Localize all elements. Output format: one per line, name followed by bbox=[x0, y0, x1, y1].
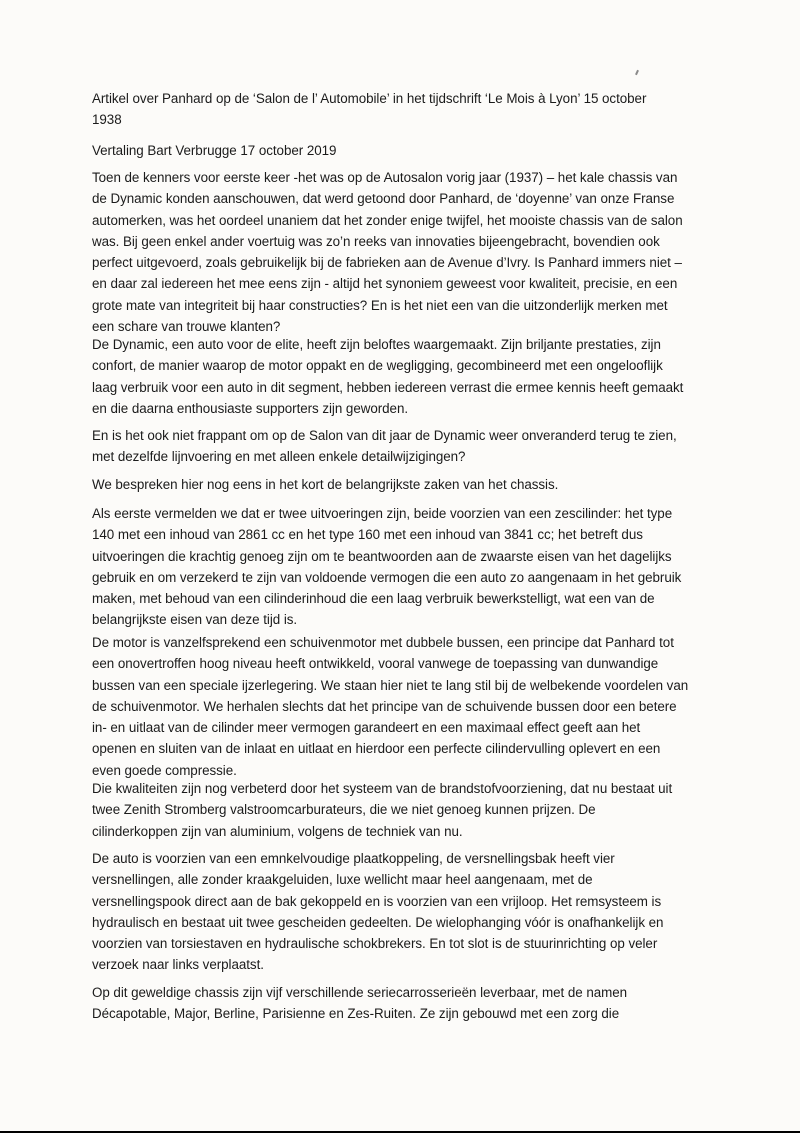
text-line: De Dynamic, een auto voor de elite, heeft zijn beloftes waargemaakt. Zijn briljante prestaties, zijn bbox=[92, 337, 661, 352]
text-line: uitvoeringen die krachtig genoeg zijn om te beantwoorden aan de zwaarste eisen van het dagelijks bbox=[92, 548, 672, 564]
text-line: even goede compressie. bbox=[92, 762, 237, 778]
text-line: en die daarna enthousiaste supporters zijn geworden. bbox=[92, 400, 409, 416]
text-line: En is het ook niet frappant om op de Salon van dit jaar de Dynamic weer onveranderd terug te zien, bbox=[92, 428, 677, 443]
paragraph-2 bbox=[92, 334, 732, 419]
paragraph-1 bbox=[92, 167, 732, 337]
text-line: Als eerste vermelden we dat er twee uitvoeringen zijn, beide voorzien van een zescilinder: het type bbox=[92, 506, 673, 521]
text-line: Op dit geweldige chassis zijn vijf verschillende seriecarrosserieën leverbaar, met de namen bbox=[92, 985, 628, 1000]
translator-line: Vertaling Bart Verbrugge 17 october 2019 bbox=[92, 143, 337, 158]
translator-credit bbox=[92, 140, 732, 161]
text-line: confort, de manier waarop de motor oppakt en de wegligging, gecombineerd met een ongelooflijk bbox=[92, 358, 663, 374]
text-line: De motor is vanzelfsprekend een schuivenmotor met dubbele bussen, een principe dat Panhard tot bbox=[92, 635, 674, 650]
paragraph-5 bbox=[92, 503, 732, 631]
document-title bbox=[92, 88, 732, 131]
text-line: laag verbruik voor een auto in dit segment, hebben iedereen verrast die ermee kennis heeft gemaakt bbox=[92, 379, 684, 395]
text-line: grote mate van integriteit bij haar constructies? En is het niet een van die uitzonderlijk merken met bbox=[92, 297, 668, 313]
text-line: Toen de kenners voor eerste keer -het was op de Autosalon vorig jaar (1937) – het kale chassis van bbox=[92, 170, 678, 185]
text-line: de schuivenmotor. We herhalen slechts dat het principe van de schuivende bussen door een betere bbox=[92, 698, 677, 714]
text-line: perfect uitgevoerd, zoals gebruikelijk bij de fabrieken aan de Avenue d’Ivry. Is Panhard immers niet – bbox=[92, 255, 682, 271]
title-line: Artikel over Panhard op de ‘Salon de l’ Automobile’ in het tijdschrift ‘Le Mois à Lyon’ 15 october bbox=[92, 91, 647, 106]
text-line: gebruik en om verzekerd te zijn van voldoende vermogen die een auto zo aangenaam in het gebruik bbox=[92, 569, 682, 585]
text-line: belangrijkste eisen van deze tijd is. bbox=[92, 612, 298, 628]
text-line: een schare van trouwe klanten? bbox=[92, 319, 281, 335]
text-line: openen en sluiten van de inlaat en uitlaat en hierdoor een perfecte cilindervulling oplevert en een bbox=[92, 741, 661, 757]
text-line: en daar zal iedereen het mee eens zijn - altijd het synoniem geweest voor kwaliteit, precisie, en een bbox=[92, 276, 678, 292]
paragraph-9 bbox=[92, 982, 732, 1025]
paragraph-3 bbox=[92, 425, 732, 468]
text-line: bussen van een speciale ijzerlegering. We staan hier niet te lang stil bij de welbekende voordelen van bbox=[92, 677, 689, 693]
text-line: Décapotable, Major, Berline, Parisienne en Zes-Ruiten. Ze zijn gebouwd met een zorg die bbox=[92, 1006, 620, 1022]
text-line: met dezelfde lijnvoering en met alleen enkele detailwijzigingen? bbox=[92, 449, 466, 465]
text-line: verzoek naar links verplaatst. bbox=[92, 957, 264, 973]
text-line: hydraulisch en bestaat uit twee gescheiden gedeelten. De wielophanging vóór is onafhankelijk en bbox=[92, 914, 664, 930]
text-line: We bespreken hier nog eens in het kort de belangrijkste zaken van het chassis. bbox=[92, 477, 559, 492]
text-line: maken, met behoud van een cilinderinhoud die een laag verbruik bewerkstelligt, wat een van de bbox=[92, 591, 655, 607]
paragraph-8 bbox=[92, 848, 732, 976]
title-line: 1938 bbox=[92, 112, 122, 128]
text-line: 140 met een inhoud van 2861 cc en het type 160 met een inhoud van 3841 cc; het betreft dus bbox=[92, 527, 643, 543]
paragraph-4 bbox=[92, 474, 732, 495]
text-line: versnellingen, alle zonder kraakgeluiden, luxe wellicht maar heel aangenaam, met de bbox=[92, 872, 593, 888]
text-line: in- en uitlaat van de cilinder meer vermogen garandeert en een maximaal effect geeft aan het bbox=[92, 720, 641, 736]
text-line: Die kwaliteiten zijn nog verbeterd door het systeem van de brandstofvoorziening, dat nu bestaat uit bbox=[92, 781, 673, 796]
paragraph-6 bbox=[92, 632, 732, 781]
text-line: cilinderkoppen zijn van aluminium, volgens de techniek van nu. bbox=[92, 823, 463, 839]
paragraph-7 bbox=[92, 778, 732, 842]
text-line: voorzien van torsiestaven en hydraulische schokbrekers. En tot slot is de stuurinrichting op veler bbox=[92, 936, 658, 952]
text-line: automerken, was het oordeel unaniem dat het zonder enige twijfel, het mooiste chassis van de salon bbox=[92, 212, 683, 228]
text-line: een onovertroffen hoog niveau heeft ontwikkeld, vooral vanwege de toepassing van dunwandige bbox=[92, 656, 659, 672]
text-line: de Dynamic konden aanschouwen, dat werd getoond door Panhard, de ‘doyenne’ van onze Franse bbox=[92, 191, 675, 207]
text-line: was. Bij geen enkel ander voertuig was zo’n reeks van innovaties bijeengebracht, bovendien ook bbox=[92, 233, 660, 249]
text-line: twee Zenith Stromberg valstroomcarburateurs, die we niet genoeg kunnen prijzen. De bbox=[92, 802, 596, 818]
text-line: versnellingspook direct aan de bak gekoppeld en is voorzien van een vrijloop. Het remsysteem is bbox=[92, 893, 662, 909]
scan-speck bbox=[635, 70, 639, 75]
text-line: De auto is voorzien van een emnkelvoudige plaatkoppeling, de versnellingsbak heeft vier bbox=[92, 851, 615, 866]
